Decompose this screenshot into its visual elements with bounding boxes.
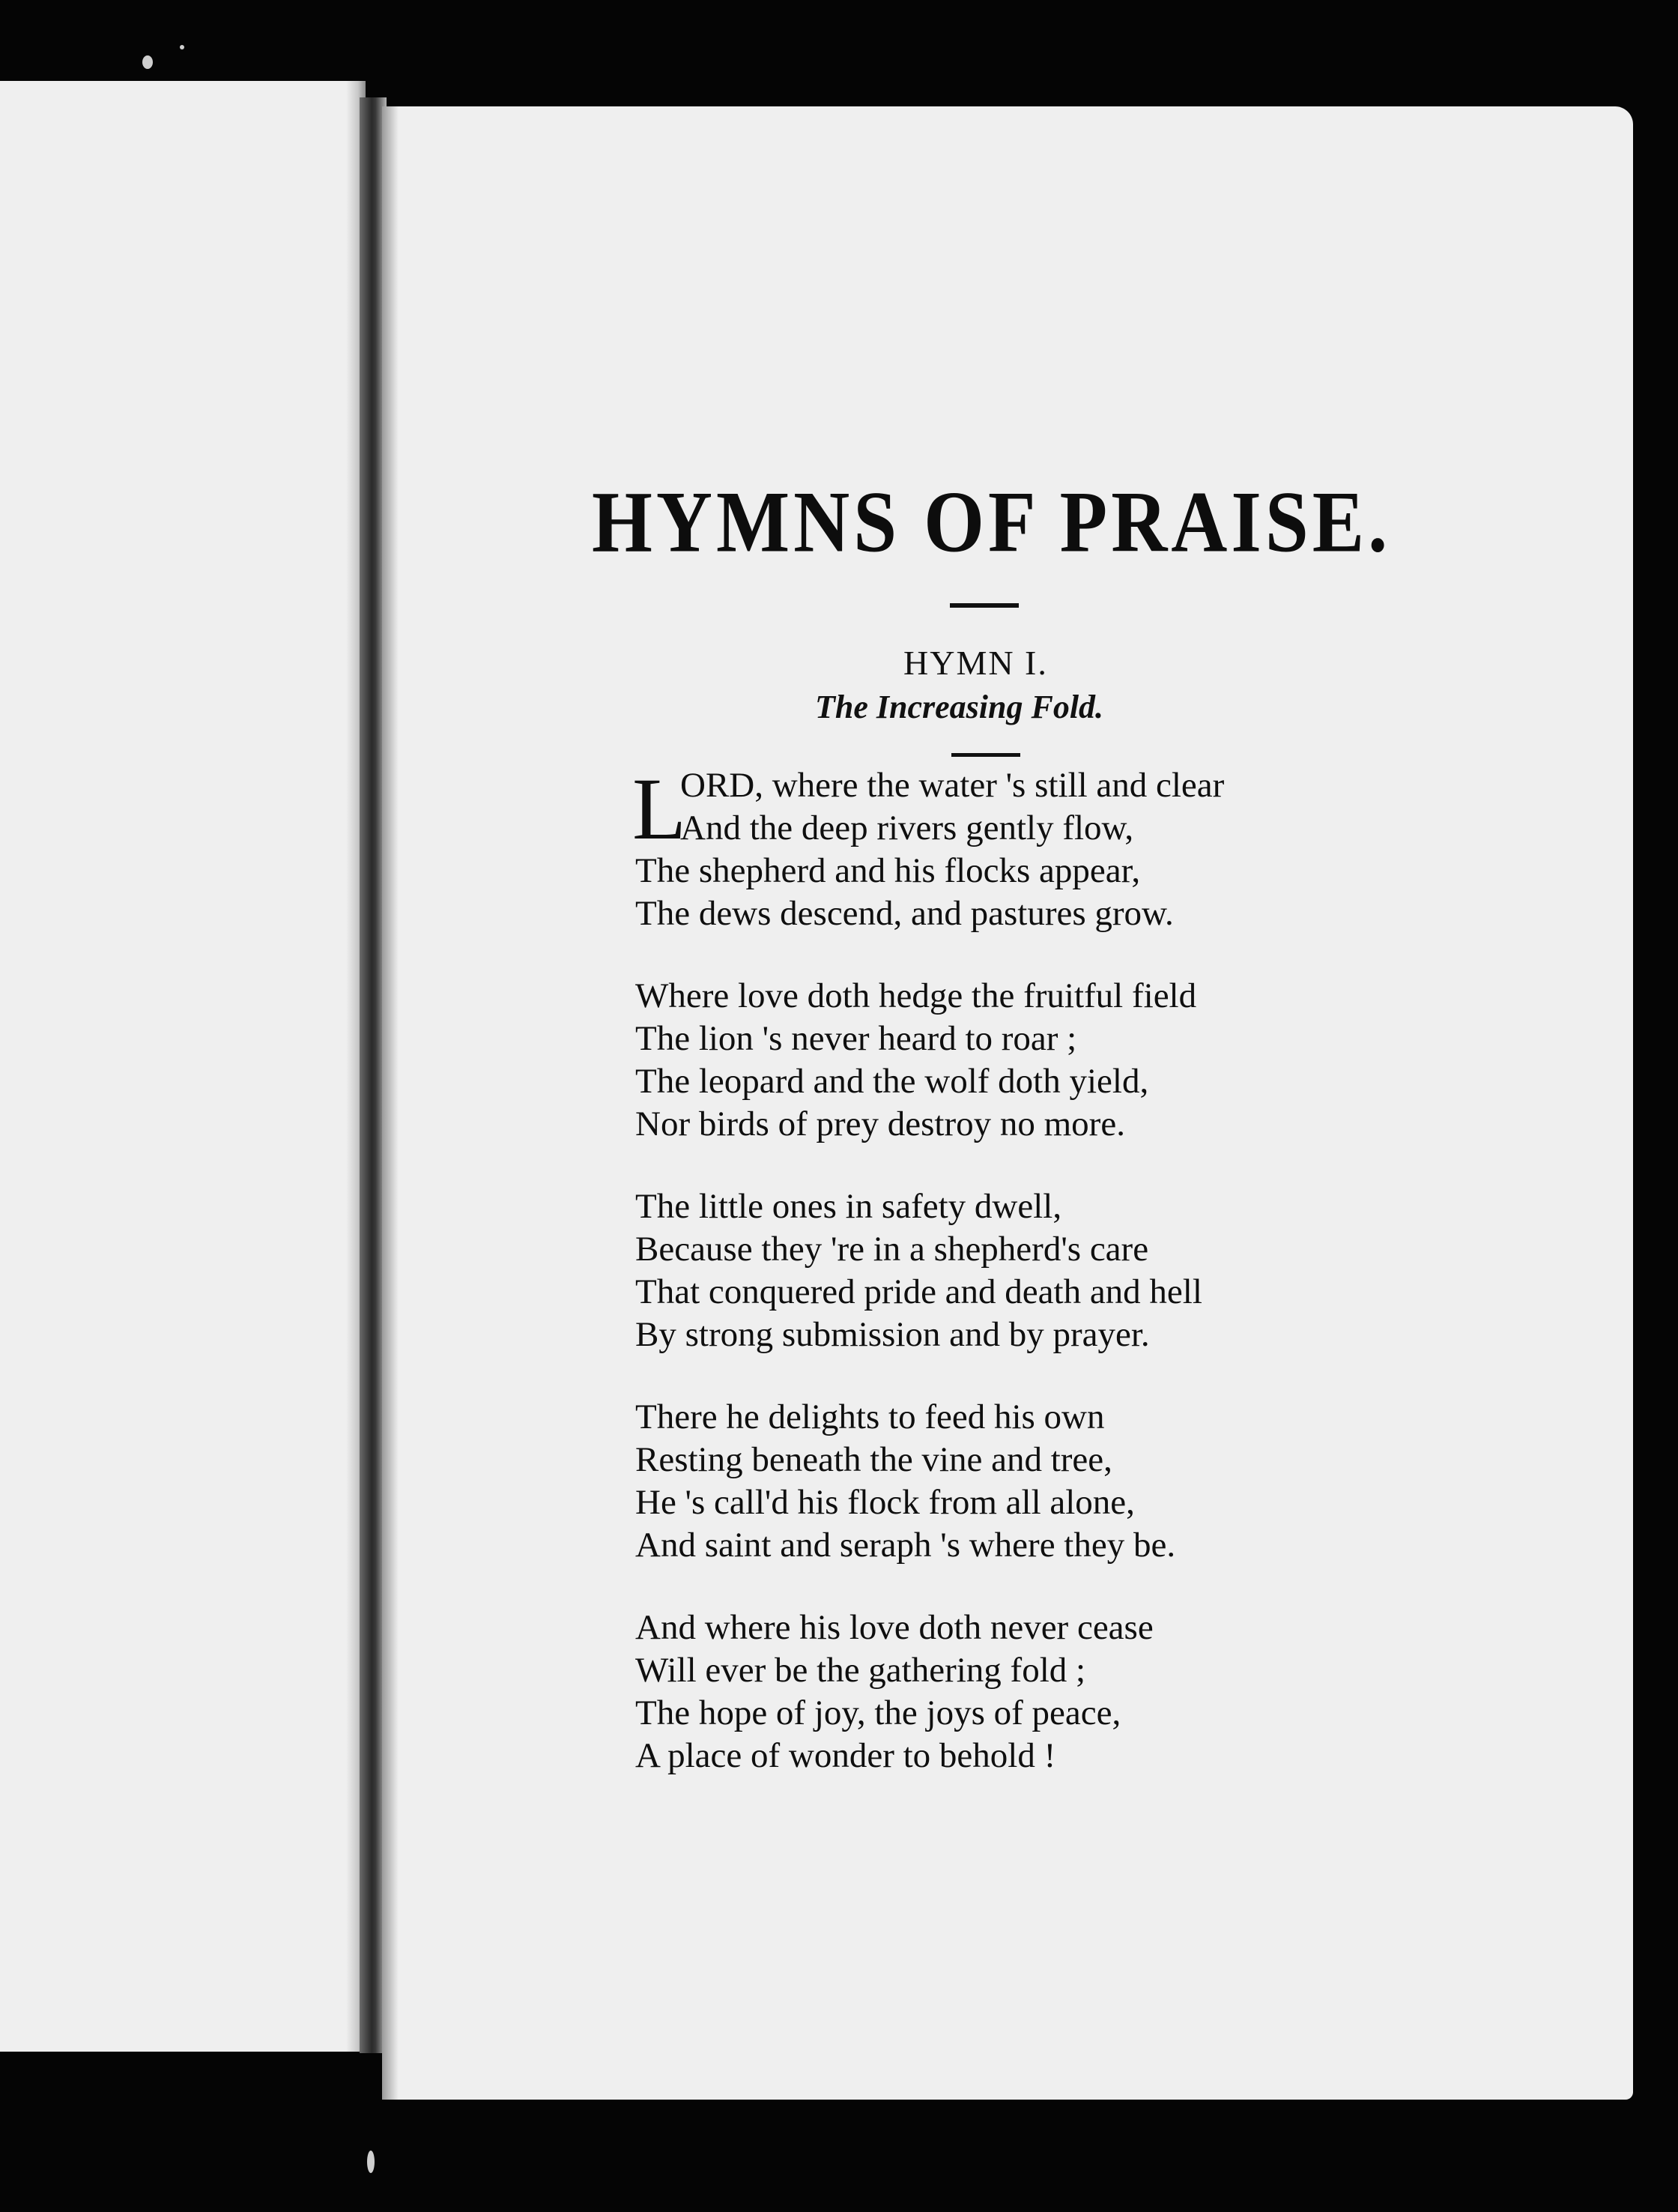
poem-line: By strong submission and by prayer. bbox=[635, 1315, 1150, 1354]
hymn-number: HYMN I. bbox=[903, 644, 1048, 682]
stanza-3 bbox=[635, 1185, 1384, 1356]
poem-line: Will ever be the gathering fold ; bbox=[635, 1651, 1086, 1690]
poem-line: Because they 're in a shepherd's care bbox=[635, 1230, 1149, 1269]
stanza-1 bbox=[632, 760, 1384, 935]
stanza-5 bbox=[635, 1607, 1384, 1777]
poem-line: A place of wonder to behold ! bbox=[635, 1736, 1056, 1775]
poem-line: The dews descend, and pastures grow. bbox=[635, 894, 1174, 933]
left-facing-page bbox=[0, 81, 366, 2052]
poem-line: And where his love doth never cease bbox=[635, 1608, 1154, 1647]
scan-speck bbox=[142, 55, 153, 69]
poem-body bbox=[632, 760, 1384, 1817]
poem-line: He 's call'd his flock from all alone, bbox=[635, 1483, 1135, 1522]
poem-line: Nor birds of prey destroy no more. bbox=[635, 1105, 1125, 1143]
stanza-2 bbox=[635, 975, 1384, 1146]
poem-line: The little ones in safety dwell, bbox=[635, 1187, 1062, 1226]
poem-line: The leopard and the wolf doth yield, bbox=[635, 1062, 1149, 1101]
poem-line: The lion 's never heard to roar ; bbox=[635, 1019, 1077, 1058]
poem-line: And the deep rivers gently flow, bbox=[680, 809, 1134, 847]
poem-line: Where love doth hedge the fruitful field bbox=[635, 976, 1197, 1015]
title-divider bbox=[950, 603, 1019, 608]
poem-line: And saint and seraph 's where they be. bbox=[635, 1526, 1176, 1565]
poem-line: There he delights to feed his own bbox=[635, 1397, 1105, 1436]
page-title: HYMNS OF PRAISE. bbox=[592, 474, 1392, 571]
subtitle-divider bbox=[951, 753, 1020, 757]
poem-line: That conquered pride and death and hell bbox=[635, 1272, 1202, 1311]
poem-line: ORD, where the water 's still and clear bbox=[680, 766, 1225, 805]
hymn-subtitle: The Increasing Fold. bbox=[815, 689, 1104, 725]
drop-cap: L bbox=[632, 760, 687, 858]
poem-line: Resting beneath the vine and tree, bbox=[635, 1440, 1112, 1479]
scan-speck bbox=[367, 2151, 375, 2173]
poem-line: The hope of joy, the joys of peace, bbox=[635, 1693, 1121, 1732]
scan-speck bbox=[180, 45, 184, 49]
stanza-4 bbox=[635, 1396, 1384, 1567]
poem-line: The shepherd and his flocks appear, bbox=[635, 851, 1141, 890]
